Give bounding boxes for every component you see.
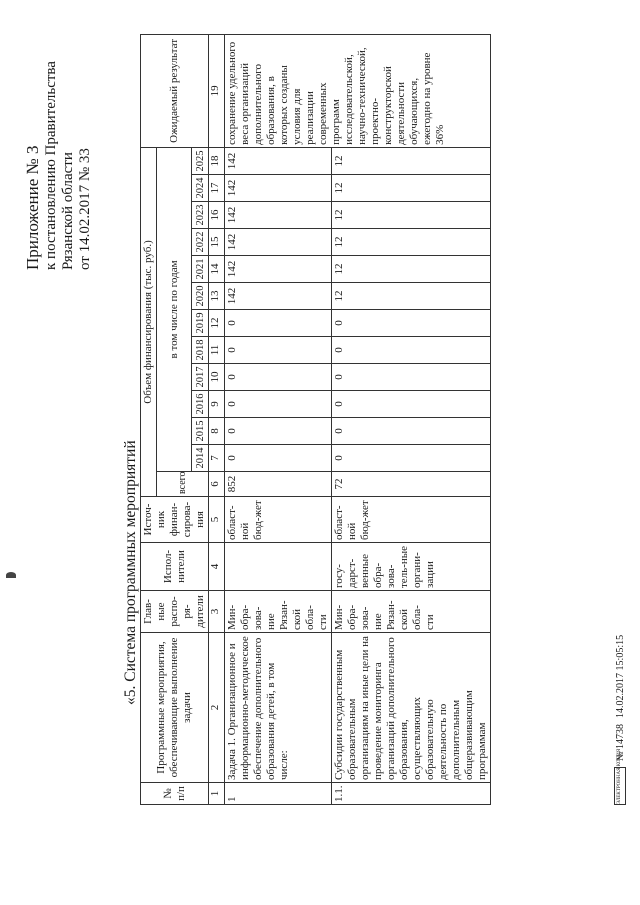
row-year-value: 0 bbox=[225, 364, 332, 391]
col-number: 8 bbox=[209, 418, 225, 445]
row-year-value: 0 bbox=[332, 391, 491, 418]
col-number: 5 bbox=[209, 497, 225, 543]
scan-mark bbox=[6, 572, 16, 578]
row-total: 852 bbox=[225, 472, 332, 497]
col-number: 16 bbox=[209, 202, 225, 229]
row-num: 1 bbox=[225, 783, 332, 805]
row-year-value: 0 bbox=[332, 364, 491, 391]
row-year-value: 142 bbox=[225, 256, 332, 283]
year-header: 2015 bbox=[192, 418, 209, 445]
col-number: 11 bbox=[209, 337, 225, 364]
col-number: 12 bbox=[209, 310, 225, 337]
header-funding: Объем финансирования (тыс. руб.) bbox=[141, 147, 157, 496]
row-year-value: 12 bbox=[332, 256, 491, 283]
appendix-line-3: от 14.02.2017 № 33 bbox=[77, 148, 93, 270]
row-year-value: 12 bbox=[332, 202, 491, 229]
header-managers: Глав-ные распо-ря-дители bbox=[141, 591, 209, 633]
row-year-value: 0 bbox=[332, 445, 491, 472]
row-total: 72 bbox=[332, 472, 491, 497]
header-result: Ожидаемый результат bbox=[141, 34, 209, 147]
row-manager: Мин-обра-зова-ние Рязан-ской обла-сти bbox=[332, 591, 491, 633]
document-footer bbox=[614, 635, 626, 805]
col-number: 2 bbox=[209, 633, 225, 783]
row-year-value: 12 bbox=[332, 147, 491, 174]
year-header: 2019 bbox=[192, 310, 209, 337]
header-by-year: в том числе по годам bbox=[157, 147, 192, 471]
row-year-value: 0 bbox=[225, 445, 332, 472]
header-activities: Программные мероприятия, обеспечивающие выполнение задачи bbox=[141, 633, 209, 783]
year-header: 2022 bbox=[192, 229, 209, 256]
appendix-line-1: к постановлению Правительства bbox=[43, 61, 59, 270]
row-year-value: 142 bbox=[225, 202, 332, 229]
row-num: 1.1. bbox=[332, 783, 491, 805]
year-header: 2021 bbox=[192, 256, 209, 283]
row-activity: Задача 1. Организационное и информационно-методическое обеспечение дополнительного образования детей, в том числе: bbox=[225, 633, 332, 783]
appendix-line-2: Рязанской области bbox=[60, 152, 76, 270]
year-header: 2020 bbox=[192, 283, 209, 310]
electronic-copy-stamp: ЭЛЕКТРОННАЯ КОПИЯ bbox=[614, 767, 626, 805]
row-year-value: 0 bbox=[225, 337, 332, 364]
row-year-value: 12 bbox=[332, 175, 491, 202]
row-year-value: 142 bbox=[225, 147, 332, 174]
program-activities-table bbox=[140, 34, 491, 805]
header-executors: Испол-нители bbox=[141, 543, 209, 591]
col-number: 7 bbox=[209, 445, 225, 472]
year-header: 2017 bbox=[192, 364, 209, 391]
col-number: 18 bbox=[209, 147, 225, 174]
row-manager: Мин-обра-зова-ние Рязан-ской обла-сти bbox=[225, 591, 332, 633]
row-year-value: 142 bbox=[225, 175, 332, 202]
col-number: 6 bbox=[209, 472, 225, 497]
row-activity: Субсидии государственным образовательным организациям на иные цели на проведение мониторинга организаций дополнительного образования, осуществляющих образовательную деятельность по дополнительным общеразвивающим программам bbox=[332, 633, 491, 783]
col-number: 1 bbox=[209, 783, 225, 805]
col-number: 9 bbox=[209, 391, 225, 418]
year-header: 2023 bbox=[192, 202, 209, 229]
col-number: 13 bbox=[209, 283, 225, 310]
appendix-title: Приложение № 3 bbox=[23, 145, 42, 270]
col-number: 10 bbox=[209, 364, 225, 391]
row-executor: госу-дарст-венные обра-зова-тель-ные органи-зации bbox=[332, 543, 491, 591]
row-year-value: 0 bbox=[225, 310, 332, 337]
row-year-value: 0 bbox=[332, 418, 491, 445]
row-expected-result: сохранение удельного веса организаций дополнительного образования, в которых созданы условия для реализации современных программ исследовательской, научно-технической, проектно-конструкторской деятельности обучающихся, ежегодно на уровне 36% bbox=[225, 34, 491, 147]
table-row-task-1 bbox=[225, 34, 332, 804]
header-source: Источ-ник финан-сирова-ния bbox=[141, 497, 209, 543]
column-number-row bbox=[209, 34, 225, 804]
appendix-header bbox=[24, 20, 94, 270]
row-year-value: 0 bbox=[225, 391, 332, 418]
year-header: 2025 bbox=[192, 147, 209, 174]
col-number: 4 bbox=[209, 543, 225, 591]
row-year-value: 12 bbox=[332, 229, 491, 256]
year-header: 2018 bbox=[192, 337, 209, 364]
row-year-value: 142 bbox=[225, 229, 332, 256]
header-num: № п/п bbox=[141, 783, 209, 805]
registration-number: № 14738 bbox=[614, 723, 626, 761]
col-number: 14 bbox=[209, 256, 225, 283]
registration-date: 14.02.2017 15:05:15 bbox=[614, 634, 626, 718]
row-source: област-ной бюд-жет bbox=[332, 497, 491, 543]
col-number: 15 bbox=[209, 229, 225, 256]
section-title: «5. Система программных мероприятий bbox=[122, 440, 139, 705]
col-number: 3 bbox=[209, 591, 225, 633]
year-header: 2014 bbox=[192, 445, 209, 472]
col-number: 19 bbox=[209, 34, 225, 147]
row-year-value: 12 bbox=[332, 283, 491, 310]
table-row-1-1 bbox=[332, 34, 491, 804]
row-year-value: 0 bbox=[332, 310, 491, 337]
col-number: 17 bbox=[209, 175, 225, 202]
row-year-value: 0 bbox=[332, 337, 491, 364]
row-source: област-ной бюд-жет bbox=[225, 497, 332, 543]
row-year-value: 0 bbox=[225, 418, 332, 445]
row-executor bbox=[225, 543, 332, 591]
header-total: всего bbox=[157, 472, 209, 497]
year-header: 2016 bbox=[192, 391, 209, 418]
year-header: 2024 bbox=[192, 175, 209, 202]
row-year-value: 142 bbox=[225, 283, 332, 310]
